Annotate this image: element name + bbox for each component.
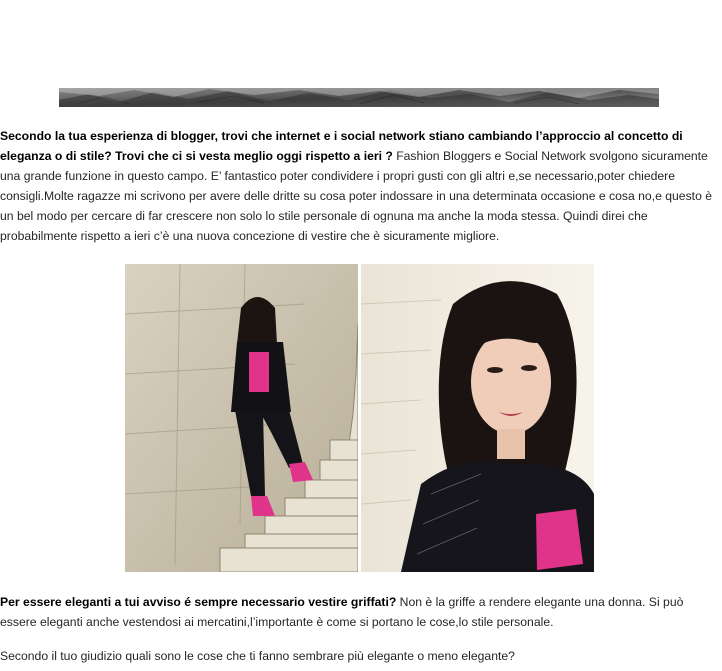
answer-2: Non è la griffe a rendere elegante una donna. Si può essere eleganti anche vestendosi ai mercatini,l’importante è come si portano le cose,lo stile personale. [0,595,684,629]
photo-staircase [125,264,358,572]
interview-paragraph-1 [0,126,722,246]
question-1: Secondo la tua esperienza di blogger, trovi che internet e i social network stiano cambiando l’approccio al concetto di eleganza o di stile? Trovi che ci si vesta meglio oggi rispetto a ieri ? [0,129,683,163]
portrait-photo-image [361,264,594,572]
answer-1: Fashion Bloggers e Social Network svolgono sicuramente una grande funzione in questo campo. E’ fantastico poter condividere i propri gusti con gli altri e,se necessario,poter chiedere consigli.Molte ragazze mi scrivono per avere delle dritte su cosa poter indossare in una determinata occasione e cosa no,e questo è un bel modo per cercare di far crescere non solo lo stile personale di ognuna ma anche la moda stessa. Quindi direi che probabilmente rispetto a ieri c’è una nuova concezione di vestire che è sicuramente migliore. [0,149,713,243]
interview-paragraph-3 [0,646,722,666]
question-3-partial: Secondo il tuo giudizio quali sono le cose che ti fanno sembrare più elegante o meno elegante? [0,649,515,663]
rock-texture-image [59,88,659,107]
interview-paragraph-2 [0,592,722,632]
question-2: Per essere eleganti a tui avviso é sempre necessario vestire griffati? [0,595,397,609]
staircase-photo-image [125,264,358,572]
header-banner-image [59,88,659,107]
photo-portrait [361,264,594,572]
